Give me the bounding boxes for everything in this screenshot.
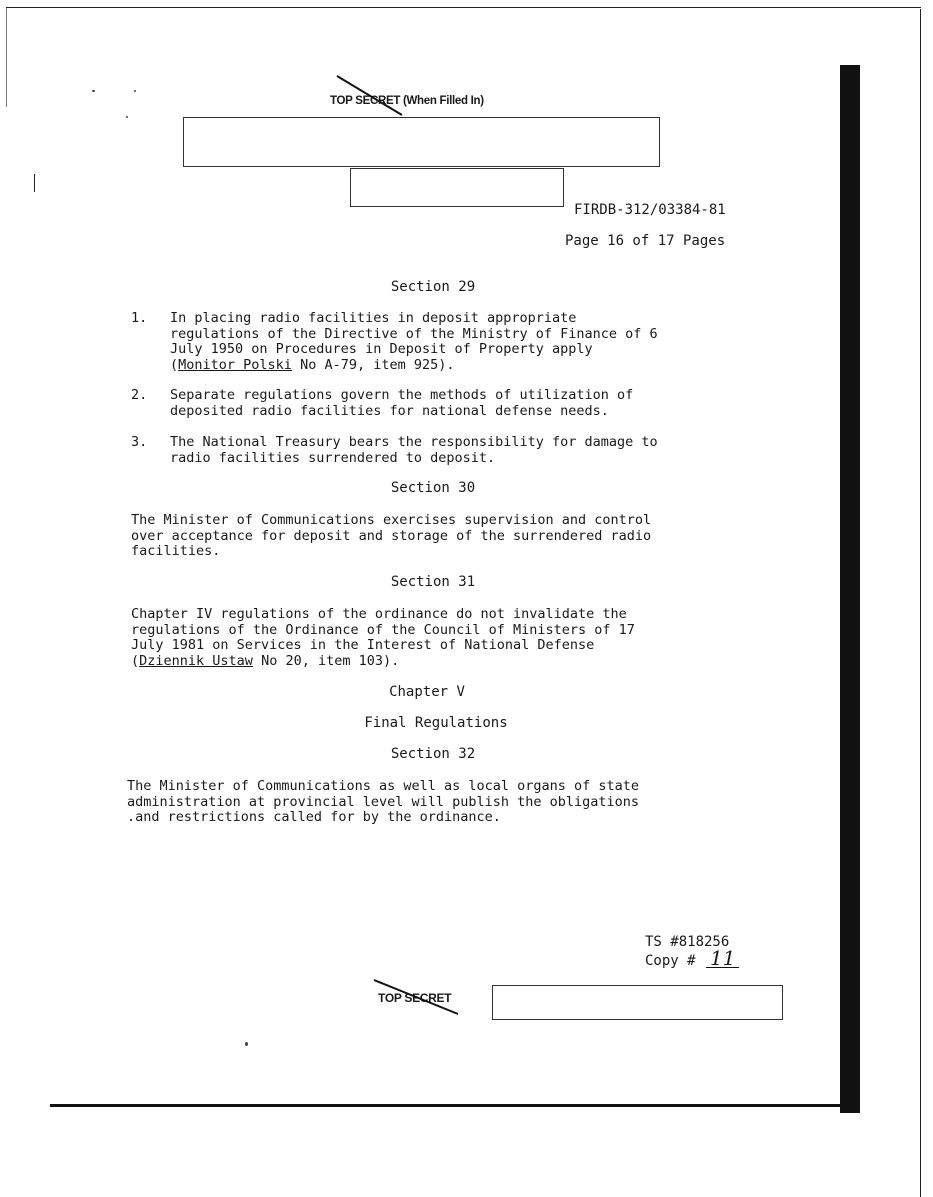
section-32-heading: Section 32 [390,746,476,762]
section-31-heading: Section 31 [390,574,476,590]
bottom-scan-edge [50,1104,858,1107]
list-item-number: 2. [131,387,148,403]
copy-line [645,946,739,970]
list-item-number: 3. [131,434,148,450]
redacted-box [350,168,564,207]
page-number: Page 16 of 17 Pages [565,233,726,249]
redacted-box [492,985,783,1020]
section-31-text: Chapter IV regulations of the ordinance do not invalidate the regulations of the Ordinance of the Council of Ministers of 17 July 1981 on Services in the Interest of National Defense (Dziennik Ustaw No 20, item 103). [131,606,635,669]
ts-number: TS #818256 [645,934,730,950]
copy-label: Copy # [645,953,696,969]
list-item-text: Separate regulations govern the methods of utilization of deposited radio facilities for national defense needs. [170,387,634,419]
top-border-line [6,7,921,8]
chapter-heading: Chapter V [389,684,465,700]
scan-speck [92,90,95,92]
strike-mark-icon [334,74,406,118]
left-tick-mark [34,174,35,192]
section-30-heading: Section 30 [390,480,476,496]
left-border-line [6,7,7,107]
section-29-heading: Section 29 [390,279,476,295]
scan-speck [134,90,136,92]
header-classification: TOP SECRET (When Filled In) [330,95,484,107]
reference-title: Monitor Polski [178,356,292,373]
reference-title: Dziennik Ustaw [139,652,253,669]
right-border-line [920,9,921,1197]
redacted-box [183,117,660,167]
scan-speck [126,116,128,118]
strike-mark-icon [372,976,462,1018]
footer-classification: TOP SECRET [378,991,452,1005]
list-item-text: In placing radio facilities in deposit appropriate regulations of the Directive of the Ministry of Finance of 6 July 1950 on Procedures in Deposit of Property apply (Monitor Polski No A-79, item 925). [170,310,658,373]
scan-speck [245,1042,248,1046]
section-30-text: The Minister of Communications exercises supervision and control over acceptance for deposit and storage of the surrendered radio facilities. [131,512,652,559]
right-margin-bar [840,65,860,1113]
document-number: FIRDB-312/03384-81 [574,202,726,218]
list-item-number: 1. [131,310,148,326]
list-item-text: The National Treasury bears the responsibility for damage to radio facilities surrendered to deposit. [170,434,658,466]
chapter-title: Final Regulations [364,715,508,731]
section-32-text: The Minister of Communications as well as local organs of state administration at provincial level will publish the obligations .and restrictions called for by the ordinance. [127,778,640,825]
copy-number: 11 [706,951,739,968]
